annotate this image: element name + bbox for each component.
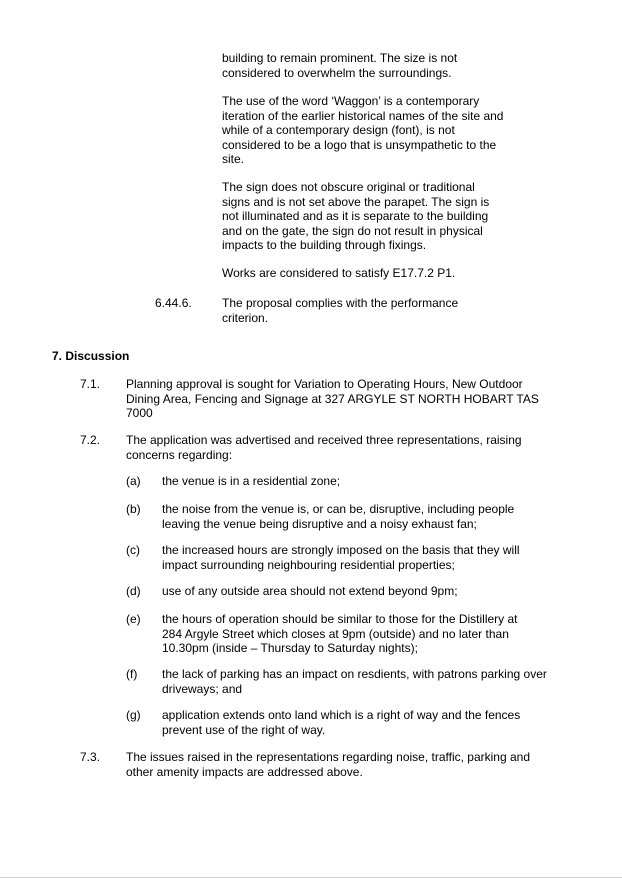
- text-line: building to remain prominent. The size is not: [222, 51, 458, 65]
- text-line: The application was advertised and received three representations, raising: [126, 433, 522, 447]
- continuation-paragraph-2: [222, 94, 522, 167]
- text-line: The proposal complies with the performance: [222, 296, 459, 310]
- text-line: The use of the word ‘Waggon’ is a contemporary: [222, 94, 480, 108]
- text-line: the noise from the venue is, or can be, disruptive, including people: [162, 502, 515, 516]
- paragraph-7-1: [126, 377, 576, 421]
- text-line: considered to overwhelm the surroundings.: [222, 65, 452, 80]
- continuation-paragraph-4: [222, 266, 522, 281]
- page-bottom-divider: [0, 877, 622, 878]
- text-line: and on the gate, the sign do not result in physical: [222, 223, 483, 238]
- text-line: impact surrounding neighbouring residential properties;: [162, 557, 455, 572]
- text-line: use of any outside area should not extend beyond 9pm;: [162, 584, 458, 598]
- clause-number: 6.44.6.: [155, 296, 192, 310]
- continuation-paragraph-3: [222, 180, 522, 253]
- text-line: site.: [222, 152, 245, 166]
- clause-6-44-6-text: [222, 296, 522, 325]
- list-item: [162, 474, 582, 489]
- list-item: [162, 667, 582, 696]
- text-line: impacts to the building through fixings.: [222, 238, 427, 252]
- text-line: while of a contemporary design (font), is not: [222, 123, 455, 137]
- text-line: the venue is in a residential zone;: [162, 474, 341, 488]
- text-line: other amenity impacts are addressed above.: [126, 764, 363, 779]
- text-line: application extends onto land which is a right of way and the fences: [162, 708, 521, 722]
- text-line: leaving the venue being disruptive and a noisy exhaust fan;: [162, 516, 477, 531]
- list-item-label: (g): [126, 708, 141, 722]
- list-item-label: (f): [126, 667, 138, 681]
- list-item: [162, 543, 582, 572]
- text-line: The issues raised in the representations regarding noise, traffic, parking and: [126, 750, 531, 764]
- text-line: 284 Argyle Street which closes at 9pm (outside) and no later than: [162, 626, 509, 641]
- text-line: signs and is not set above the parapet. The sign is: [222, 194, 490, 209]
- text-line: The sign does not obscure original or traditional: [222, 180, 475, 194]
- text-line: Planning approval is sought for Variation to Operating Hours, New Outdoor: [126, 377, 523, 391]
- text-line: iteration of the earlier historical names of the site and: [222, 108, 504, 123]
- text-line: Works are considered to satisfy E17.7.2 P1.: [222, 266, 456, 280]
- text-line: considered to be a logo that is unsympathetic to the: [222, 137, 497, 152]
- paragraph-7-2: [126, 433, 576, 462]
- paragraph-7-3: [126, 750, 576, 779]
- list-item-label: (b): [126, 502, 141, 516]
- list-item-label: (e): [126, 612, 141, 626]
- text-line: driveways; and: [162, 681, 243, 696]
- list-item: [162, 708, 582, 737]
- text-line: prevent use of the right of way.: [162, 722, 326, 737]
- paragraph-number: 7.2.: [80, 433, 101, 447]
- text-line: 10.30pm (inside – Thursday to Saturday nights);: [162, 641, 418, 655]
- text-line: not illuminated and as it is separate to the building: [222, 209, 489, 223]
- text-line: the lack of parking has an impact on resdients, with patrons parking over: [162, 667, 547, 681]
- text-line: the increased hours are strongly imposed on the basis that they will: [162, 543, 520, 557]
- text-line: criterion.: [222, 310, 269, 325]
- list-item-label: (a): [126, 474, 141, 488]
- list-item: [162, 502, 582, 531]
- text-line: the hours of operation should be similar to those for the Distillery at: [162, 612, 518, 626]
- text-line: concerns regarding:: [126, 447, 233, 462]
- list-item: [162, 612, 582, 656]
- text-line: Dining Area, Fencing and Signage at 327 ARGYLE ST NORTH HOBART TAS: [126, 391, 539, 406]
- list-item-label: (d): [126, 584, 141, 598]
- paragraph-number: 7.1.: [80, 377, 101, 391]
- paragraph-number: 7.3.: [80, 750, 101, 764]
- continuation-paragraph-1: [222, 51, 522, 80]
- section-heading: 7. Discussion: [52, 349, 130, 363]
- text-line: 7000: [126, 406, 153, 420]
- list-item: [162, 584, 582, 599]
- list-item-label: (c): [126, 543, 140, 557]
